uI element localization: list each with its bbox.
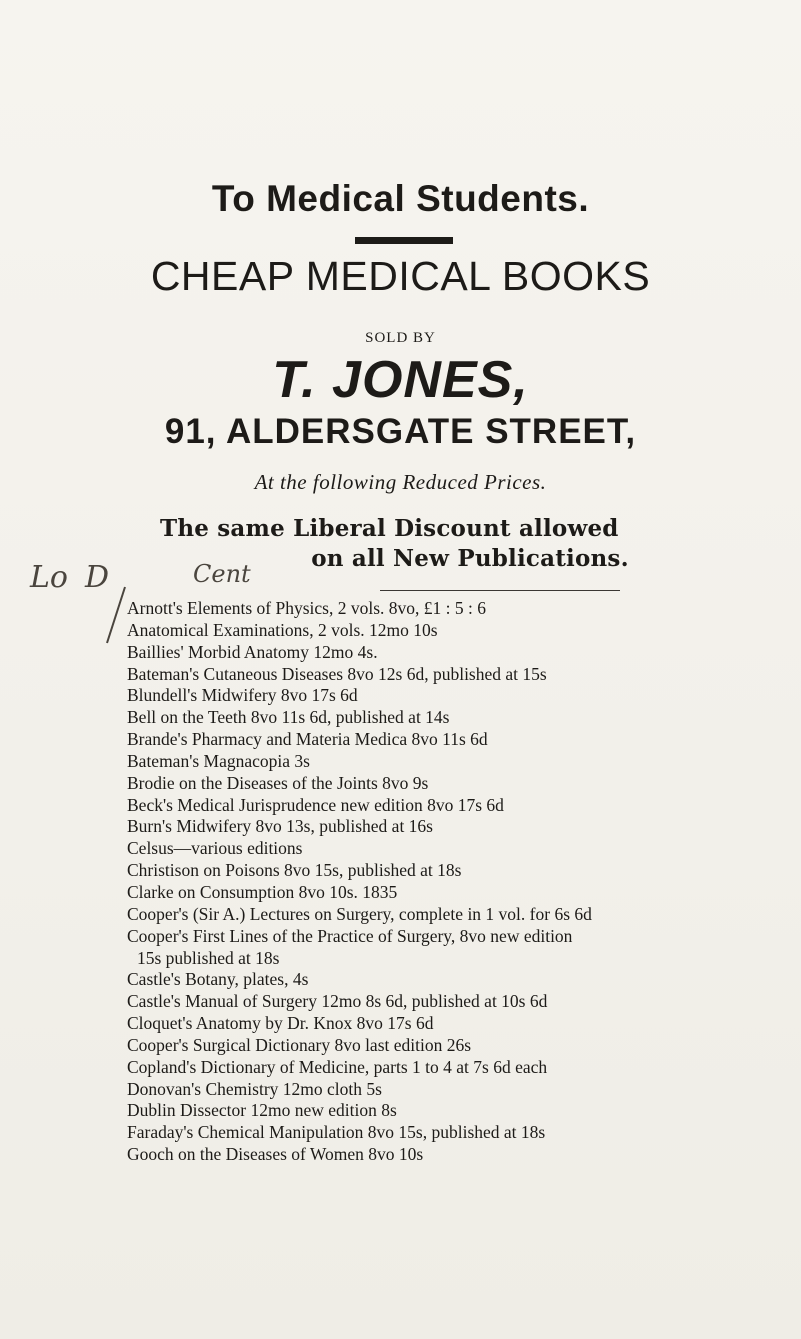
list-item: Cooper's (Sir A.) Lectures on Surgery, complete in 1 vol. for 6s 6d	[127, 903, 592, 924]
list-item: Blundell's Midwifery 8vo 17s 6d	[127, 685, 358, 706]
list-item: Christison on Poisons 8vo 15s, published at 18s	[127, 860, 462, 881]
prices-note: At the following Reduced Prices.	[254, 470, 547, 494]
list-item: Brodie on the Diseases of the Joints 8vo 9s	[127, 772, 429, 793]
list-item: Cooper's First Lines of the Practice of Surgery, 8vo new edition	[127, 925, 573, 946]
sold-by: SOLD BY	[365, 330, 436, 346]
list-item: Copland's Dictionary of Medicine, parts 1 to 4 at 7s 6d each	[127, 1056, 548, 1077]
list-item: Clarke on Consumption 8vo 10s. 1835	[127, 881, 398, 902]
list-item: Faraday's Chemical Manipulation 8vo 15s, published at 18s	[127, 1122, 546, 1143]
list-item: Burn's Midwifery 8vo 13s, published at 16s	[127, 816, 433, 837]
list-item: Celsus—various editions	[127, 838, 303, 859]
list-item: Bateman's Cutaneous Diseases 8vo 12s 6d, published at 15s	[127, 663, 547, 684]
list-item: Bateman's Magnacopia 3s	[127, 750, 310, 771]
book-list	[127, 598, 767, 1166]
seller-name: T. JONES,	[272, 351, 529, 409]
pencil-mark-icon	[95, 585, 131, 645]
list-item: Dublin Dissector 12mo new edition 8s	[127, 1100, 397, 1121]
list-item: Arnott's Elements of Physics, 2 vols. 8vo, £1 : 5 : 6	[127, 598, 486, 618]
handwritten-signature: Cent	[193, 560, 251, 588]
list-item: Cooper's Surgical Dictionary 8vo last edition 26s	[127, 1034, 472, 1055]
thin-rule	[380, 590, 620, 591]
handwritten-mark-1: Lo	[30, 560, 68, 595]
list-item: Castle's Manual of Surgery 12mo 8s 6d, published at 10s 6d	[127, 991, 548, 1012]
list-item: Beck's Medical Jurisprudence new edition 8vo 17s 6d	[127, 794, 504, 815]
title: CHEAP MEDICAL BOOKS	[150, 253, 651, 299]
list-item: Donovan's Chemistry 12mo cloth 5s	[127, 1078, 382, 1099]
list-item: Brande's Pharmacy and Materia Medica 8vo 11s 6d	[127, 729, 488, 750]
handwritten-mark-2: D	[85, 560, 110, 595]
list-item: Baillies' Morbid Anatomy 12mo 4s.	[127, 641, 378, 662]
list-item: Bell on the Teeth 8vo 11s 6d, published at 14s	[127, 707, 450, 728]
heading: To Medical Students.	[211, 178, 590, 219]
discount-line-1: The same Liberal Discount allowed	[160, 515, 619, 542]
list-item: Anatomical Examinations, 2 vols. 12mo 10s	[127, 619, 438, 640]
list-item: Gooch on the Diseases of Women 8vo 10s	[127, 1144, 424, 1165]
thick-rule	[355, 237, 453, 244]
discount-line-2: on all New Publications.	[311, 545, 629, 572]
list-item: Castle's Botany, plates, 4s	[127, 969, 309, 990]
list-item-continuation: 15s published at 18s	[137, 947, 280, 968]
list-item: Cloquet's Anatomy by Dr. Knox 8vo 17s 6d	[127, 1013, 434, 1034]
address: 91, ALDERSGATE STREET,	[164, 412, 637, 451]
